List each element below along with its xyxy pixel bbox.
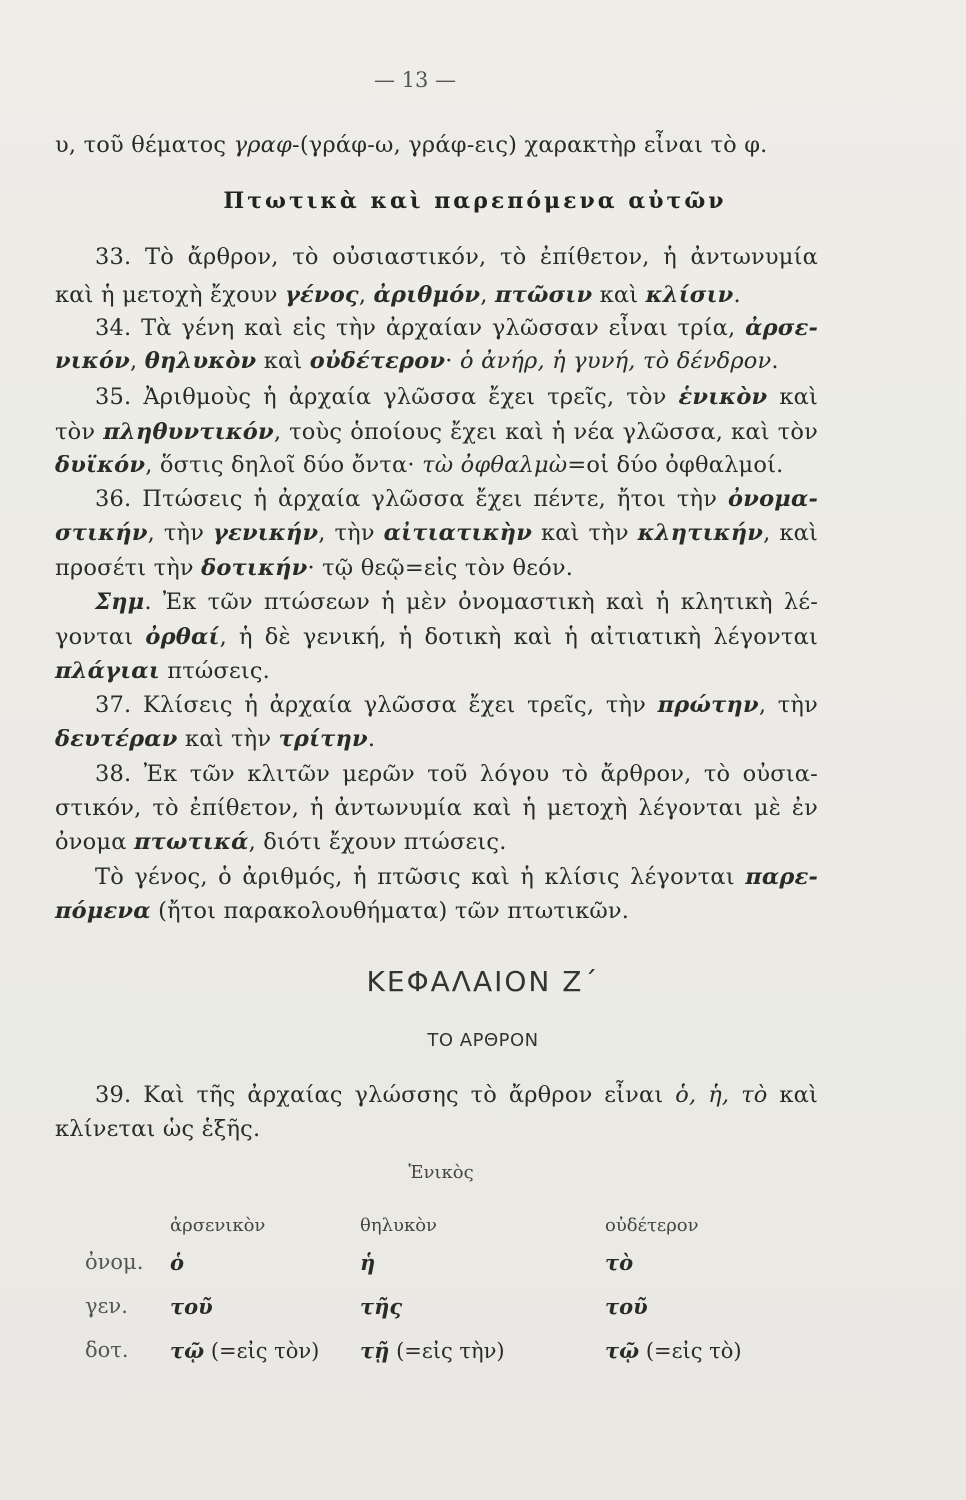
article-form: τοῦ xyxy=(170,1293,213,1319)
paragraph-38-line-3: ὀνομα πτωτικά, διότι ἔχουν πτώσεις. xyxy=(55,829,507,855)
page-number: — 13 — xyxy=(373,68,457,92)
paragraph-34-line-2: νικόν, θηλυκὸν καὶ οὐδέτερον· ὁ ἀνήρ, ἡ γυνή, τὸ δένδρον. xyxy=(55,348,779,374)
paragraph-37-line-2: δευτέραν καὶ τὴν τρίτην. xyxy=(55,726,376,752)
article-gloss: (=εἰς τὸν) xyxy=(210,1338,320,1363)
paragraph-36-line-2: στικήν, τὴν γενικήν, τὴν αἰτιατικὴν καὶ τὴν κλητικήν, καὶ xyxy=(55,520,819,546)
case-label: γεν. xyxy=(85,1294,128,1318)
note-line-2: γονται ὀρθαί, ἡ δὲ γενική, ἡ δοτικὴ καὶ ἡ αἰτιατικὴ λέγονται xyxy=(55,624,818,650)
paragraph-35-line-3: δυϊκόν, ὅστις δηλοῖ δύο ὄντα· τὼ ὀφθαλμὼ=οἱ δύο ὀφθαλμοί. xyxy=(55,452,784,478)
paragraph-39-line-2: κλίνεται ὡς ἑξῆς. xyxy=(55,1116,261,1142)
paragraph-38-line-5: πόμενα (ἤτοι παρακολουθήματα) τῶν πτωτικῶν. xyxy=(55,898,630,924)
paragraph-33-line-1: 33. Τὸ ἄρθρον, τὸ οὐσιαστικόν, τὸ ἐπίθετον, ἡ ἀντωνυμία xyxy=(95,244,818,270)
article-form: τὸ xyxy=(605,1249,634,1275)
table-row xyxy=(85,1328,805,1372)
paragraph-34-line-1: 34. Τὰ γένη καὶ εἰς τὴν ἀρχαίαν γλῶσσαν εἶναι τρία, ἀρσε- xyxy=(95,315,818,341)
paragraph-36-line-1: 36. Πτώσεις ἡ ἀρχαία γλῶσσα ἔχει πέντε, ἤτοι τὴν ὀνομα- xyxy=(95,486,818,512)
article-form: τοῦ xyxy=(605,1293,648,1319)
article-form: ἡ xyxy=(360,1249,376,1275)
article-form: τῇ xyxy=(360,1337,390,1363)
paragraph-36-line-3: προσέτι τὴν δοτικήν· τῷ θεῷ=εἰς τὸν θεόν. xyxy=(55,555,574,581)
case-label: δοτ. xyxy=(85,1338,129,1362)
paragraph-33-line-2: καὶ ἡ μετοχὴ ἔχουν γένος, ἀριθμόν, πτῶσιν καὶ κλίσιν. xyxy=(55,282,741,308)
section-heading: Πτωτικὰ καὶ παρεπόμενα αὐτῶν xyxy=(223,188,727,214)
paragraph-35-line-2: τὸν πληθυντικόν, τοὺς ὁποίους ἔχει καὶ ἡ νέα γλῶσσα, καὶ τὸν xyxy=(55,419,818,445)
table-header-row xyxy=(85,1210,805,1240)
table-header-cell: ἀρσενικὸν xyxy=(170,1214,266,1236)
chapter-title: ΚΕΦΑΛΑΙΟΝ Ζ΄ xyxy=(366,965,600,998)
table-row xyxy=(85,1240,805,1284)
table-header-cell xyxy=(85,1210,170,1240)
article-form: τῷ xyxy=(605,1337,640,1363)
table-header-cell: θηλυκὸν xyxy=(360,1214,438,1236)
text-line: υ, τοῦ θέματος γραφ-(γράφ-ω, γράφ-εις) χαρακτὴρ εἶναι τὸ φ. xyxy=(55,132,768,158)
article-form: τῆς xyxy=(360,1293,403,1319)
paragraph-35-line-1: 35. Ἀριθμοὺς ἡ ἀρχαία γλῶσσα ἔχει τρεῖς, τὸν ἑνικὸν καὶ xyxy=(95,384,818,410)
number-label: Ἑνικὸς xyxy=(408,1162,474,1183)
article-gloss: (=εἰς τὸ) xyxy=(645,1338,742,1363)
article-gloss: (=εἰς τὴν) xyxy=(396,1338,505,1363)
table-header-cell: οὐδέτερον xyxy=(605,1214,699,1236)
paragraph-38-line-1: 38. Ἐκ τῶν κλιτῶν μερῶν τοῦ λόγου τὸ ἄρθρον, τὸ οὐσια- xyxy=(95,761,818,787)
chapter-subtitle: ΤΟ ΑΡΘΡΟΝ xyxy=(427,1030,539,1051)
note-line-3: πλάγιαι πτώσεις. xyxy=(55,658,271,684)
table-row xyxy=(85,1284,805,1328)
note-line-1: Σημ. Ἐκ τῶν πτώσεων ἡ μὲν ὀνομαστικὴ καὶ ἡ κλητικὴ λέ- xyxy=(95,589,818,615)
paragraph-38-line-4: Τὸ γένος, ὁ ἀριθμός, ἡ πτῶσις καὶ ἡ κλίσις λέγονται παρε- xyxy=(95,864,818,890)
paragraph-38-line-2: στικόν, τὸ ἐπίθετον, ἡ ἀντωνυμία καὶ ἡ μετοχὴ λέγονται μὲ ἐν xyxy=(55,795,818,821)
declension-table xyxy=(85,1210,805,1372)
paragraph-37-line-1: 37. Κλίσεις ἡ ἀρχαία γλῶσσα ἔχει τρεῖς, τὴν πρώτην, τὴν xyxy=(95,692,818,718)
article-form: τῷ xyxy=(170,1337,205,1363)
article-form: ὁ xyxy=(170,1249,185,1275)
paragraph-39-line-1: 39. Καὶ τῆς ἀρχαίας γλώσσης τὸ ἄρθρον εἶναι ὁ, ἡ, τὸ καὶ xyxy=(95,1082,818,1108)
case-label: ὀνομ. xyxy=(85,1250,144,1274)
